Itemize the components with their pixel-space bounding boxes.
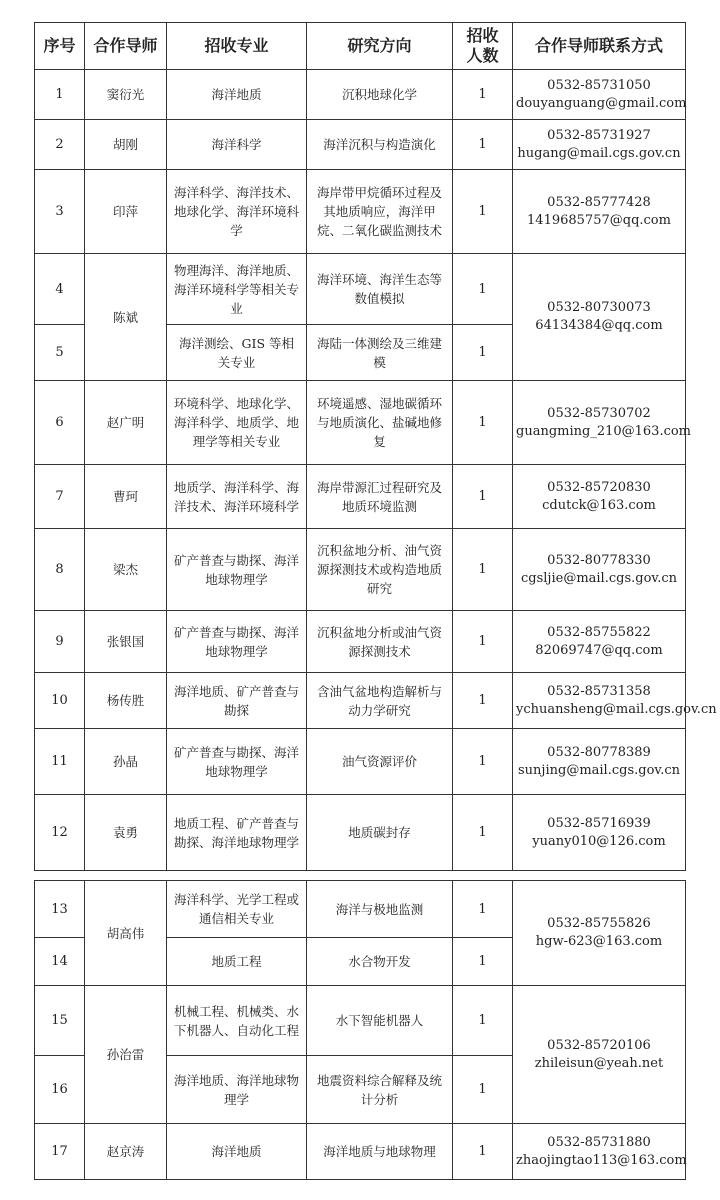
contact-cell (513, 465, 686, 529)
supervisor-cell: 陈斌 (85, 254, 167, 381)
major-cell: 海洋科学、光学工程或通信相关专业 (167, 881, 307, 938)
supervisor-cell: 曹珂 (85, 465, 167, 529)
phone: 0532-85755826 (547, 916, 651, 931)
phone: 0532-85730702 (547, 405, 651, 421)
table-row (35, 381, 686, 465)
seq-cell: 15 (35, 986, 85, 1056)
quota-cell: 1 (453, 881, 513, 938)
direction-cell: 环境遥感、湿地碳循环与地质演化、盐碱地修复 (307, 381, 453, 465)
quota-cell: 1 (453, 986, 513, 1056)
phone: 0532-85731050 (547, 77, 651, 93)
major-cell: 海洋地质 (167, 1124, 307, 1180)
contact-cell (513, 986, 686, 1124)
contact-cell (513, 795, 686, 871)
phone: 0532-80778389 (547, 744, 651, 760)
seq-cell: 2 (35, 120, 85, 170)
contact-cell (513, 254, 686, 381)
quota-cell: 1 (453, 381, 513, 465)
quota-cell: 1 (453, 938, 513, 986)
phone: 0532-85731927 (547, 127, 651, 143)
email: hgw-623@163.com (535, 934, 663, 949)
phone: 0532-85731358 (547, 683, 651, 699)
major-cell: 海洋科学 (167, 120, 307, 170)
phone: 0532-85720830 (547, 479, 651, 495)
seq-cell: 11 (35, 729, 85, 795)
major-cell: 矿产普查与勘探、海洋地球物理学 (167, 611, 307, 673)
direction-cell: 海岸带甲烷循环过程及其地质响应，海洋甲烷、二氧化碳监测技术 (307, 170, 453, 254)
header-contact: 合作导师联系方式 (513, 23, 686, 70)
supervisor-cell: 窦衍光 (85, 70, 167, 120)
phone: 0532-85720106 (547, 1037, 651, 1053)
seq-cell: 10 (35, 673, 85, 729)
seq-cell: 14 (35, 938, 85, 986)
supervisor-cell: 赵广明 (85, 381, 167, 465)
contact-cell (513, 611, 686, 673)
major-cell: 海洋科学、海洋技术、地球化学、海洋环境科学 (167, 170, 307, 254)
quota-cell: 1 (453, 729, 513, 795)
phone: 0532-85716939 (547, 815, 651, 831)
table-row (35, 795, 686, 871)
supervisor-cell: 张银国 (85, 611, 167, 673)
direction-cell: 海洋环境、海洋生态等数值模拟 (307, 254, 453, 325)
major-cell: 海洋地质 (167, 70, 307, 120)
table-row (35, 120, 686, 170)
seq-cell: 4 (35, 254, 85, 325)
contact-cell (513, 529, 686, 611)
quota-cell: 1 (453, 795, 513, 871)
table-row (35, 170, 686, 254)
email: zhaojingtao113@163.com (516, 1152, 687, 1168)
table-row (35, 729, 686, 795)
email: hugang@mail.cgs.gov.cn (517, 145, 681, 161)
seq-cell: 17 (35, 1124, 85, 1180)
header-quota: 招收 人数 (453, 23, 513, 70)
major-cell: 海洋测绘、GIS 等相关专业 (167, 325, 307, 381)
phone: 0532-85777428 (547, 194, 651, 210)
quota-cell: 1 (453, 1124, 513, 1180)
major-cell: 环境科学、地球化学、海洋科学、地质学、地理学等相关专业 (167, 381, 307, 465)
supervisor-cell: 孙治雷 (85, 986, 167, 1124)
table-row (35, 611, 686, 673)
header-row (35, 23, 686, 70)
seq-cell: 3 (35, 170, 85, 254)
quota-cell: 1 (453, 120, 513, 170)
major-cell: 海洋地质、海洋地球物理学 (167, 1056, 307, 1124)
phone: 0532-80778330 (547, 552, 651, 568)
quota-cell: 1 (453, 1056, 513, 1124)
major-cell: 地质学、海洋科学、海洋技术、海洋环境科学 (167, 465, 307, 529)
quota-cell: 1 (453, 170, 513, 254)
email: 1419685757@qq.com (527, 212, 671, 228)
quota-cell: 1 (453, 529, 513, 611)
supervisor-cell: 胡高伟 (85, 881, 167, 986)
quota-cell: 1 (453, 673, 513, 729)
direction-cell: 地质碳封存 (307, 795, 453, 871)
phone: 0532-80730073 (547, 300, 651, 315)
direction-cell: 海洋与极地监测 (307, 881, 453, 938)
major-cell: 矿产普查与勘探、海洋地球物理学 (167, 529, 307, 611)
seq-cell: 13 (35, 881, 85, 938)
email: cdutck@163.com (542, 497, 656, 513)
contact-cell (513, 881, 686, 986)
table-row (35, 254, 686, 325)
table-row (35, 465, 686, 529)
seq-cell: 5 (35, 325, 85, 381)
seq-cell: 9 (35, 611, 85, 673)
table-row (35, 986, 686, 1056)
phone: 0532-85755822 (547, 624, 651, 640)
direction-cell: 油气资源评价 (307, 729, 453, 795)
email: yuany010@126.com (532, 833, 666, 849)
contact-cell (513, 1124, 686, 1180)
contact-cell (513, 729, 686, 795)
phone: 0532-85731880 (547, 1134, 651, 1150)
contact-cell (513, 70, 686, 120)
seq-cell: 16 (35, 1056, 85, 1124)
supervisor-cell: 袁勇 (85, 795, 167, 871)
direction-cell: 含油气盆地构造解析与动力学研究 (307, 673, 453, 729)
direction-cell: 海洋沉积与构造演化 (307, 120, 453, 170)
table-row (35, 529, 686, 611)
email: zhileisun@yeah.net (534, 1055, 664, 1071)
major-cell: 矿产普查与勘探、海洋地球物理学 (167, 729, 307, 795)
header-major: 招收专业 (167, 23, 307, 70)
email: ychuansheng@mail.cgs.gov.cn (516, 701, 717, 717)
seq-cell: 8 (35, 529, 85, 611)
direction-cell: 沉积盆地分析、油气资源探测技术或构造地质研究 (307, 529, 453, 611)
supervisor-cell: 胡刚 (85, 120, 167, 170)
direction-cell: 海岸带源汇过程研究及地质环境监测 (307, 465, 453, 529)
table-row (35, 673, 686, 729)
header-direction: 研究方向 (307, 23, 453, 70)
direction-cell: 水合物开发 (307, 938, 453, 986)
major-cell: 地质工程、矿产普查与勘探、海洋地球物理学 (167, 795, 307, 871)
major-cell: 机械工程、机械类、水下机器人、自动化工程 (167, 986, 307, 1056)
email: 64134384@qq.com (535, 318, 663, 333)
contact-cell (513, 170, 686, 254)
supervisor-cell: 梁杰 (85, 529, 167, 611)
quota-cell: 1 (453, 465, 513, 529)
major-cell: 地质工程 (167, 938, 307, 986)
quota-cell: 1 (453, 70, 513, 120)
email: guangming_210@163.com (516, 423, 692, 439)
email: 82069747@qq.com (535, 642, 663, 658)
direction-cell: 沉积盆地分析或油气资源探测技术 (307, 611, 453, 673)
supervisor-cell: 孙晶 (85, 729, 167, 795)
direction-cell: 地震资料综合解释及统计分析 (307, 1056, 453, 1124)
contact-cell (513, 381, 692, 465)
supervisor-table-part2 (34, 880, 686, 1180)
supervisor-table-part1 (34, 22, 717, 871)
direction-cell: 海陆一体测绘及三维建模 (307, 325, 453, 381)
email: cgsljie@mail.cgs.gov.cn (521, 570, 677, 586)
header-supervisor: 合作导师 (85, 23, 167, 70)
header-seq: 序号 (35, 23, 85, 70)
supervisor-cell: 杨传胜 (85, 673, 167, 729)
contact-cell (513, 673, 717, 729)
quota-cell: 1 (453, 254, 513, 325)
supervisor-cell: 印萍 (85, 170, 167, 254)
seq-cell: 1 (35, 70, 85, 120)
direction-cell: 水下智能机器人 (307, 986, 453, 1056)
seq-cell: 12 (35, 795, 85, 871)
email: sunjing@mail.cgs.gov.cn (518, 762, 680, 778)
contact-cell (513, 120, 686, 170)
table-row (35, 70, 686, 120)
quota-cell: 1 (453, 325, 513, 381)
direction-cell: 海洋地质与地球物理 (307, 1124, 453, 1180)
seq-cell: 7 (35, 465, 85, 529)
table-row (35, 881, 686, 938)
major-cell: 物理海洋、海洋地质、海洋环境科学等相关专业 (167, 254, 307, 325)
major-cell: 海洋地质、矿产普查与勘探 (167, 673, 307, 729)
direction-cell: 沉积地球化学 (307, 70, 453, 120)
seq-cell: 6 (35, 381, 85, 465)
email: douyanguang@gmail.com (516, 95, 687, 111)
table-row (35, 1124, 686, 1180)
supervisor-cell: 赵京涛 (85, 1124, 167, 1180)
quota-cell: 1 (453, 611, 513, 673)
